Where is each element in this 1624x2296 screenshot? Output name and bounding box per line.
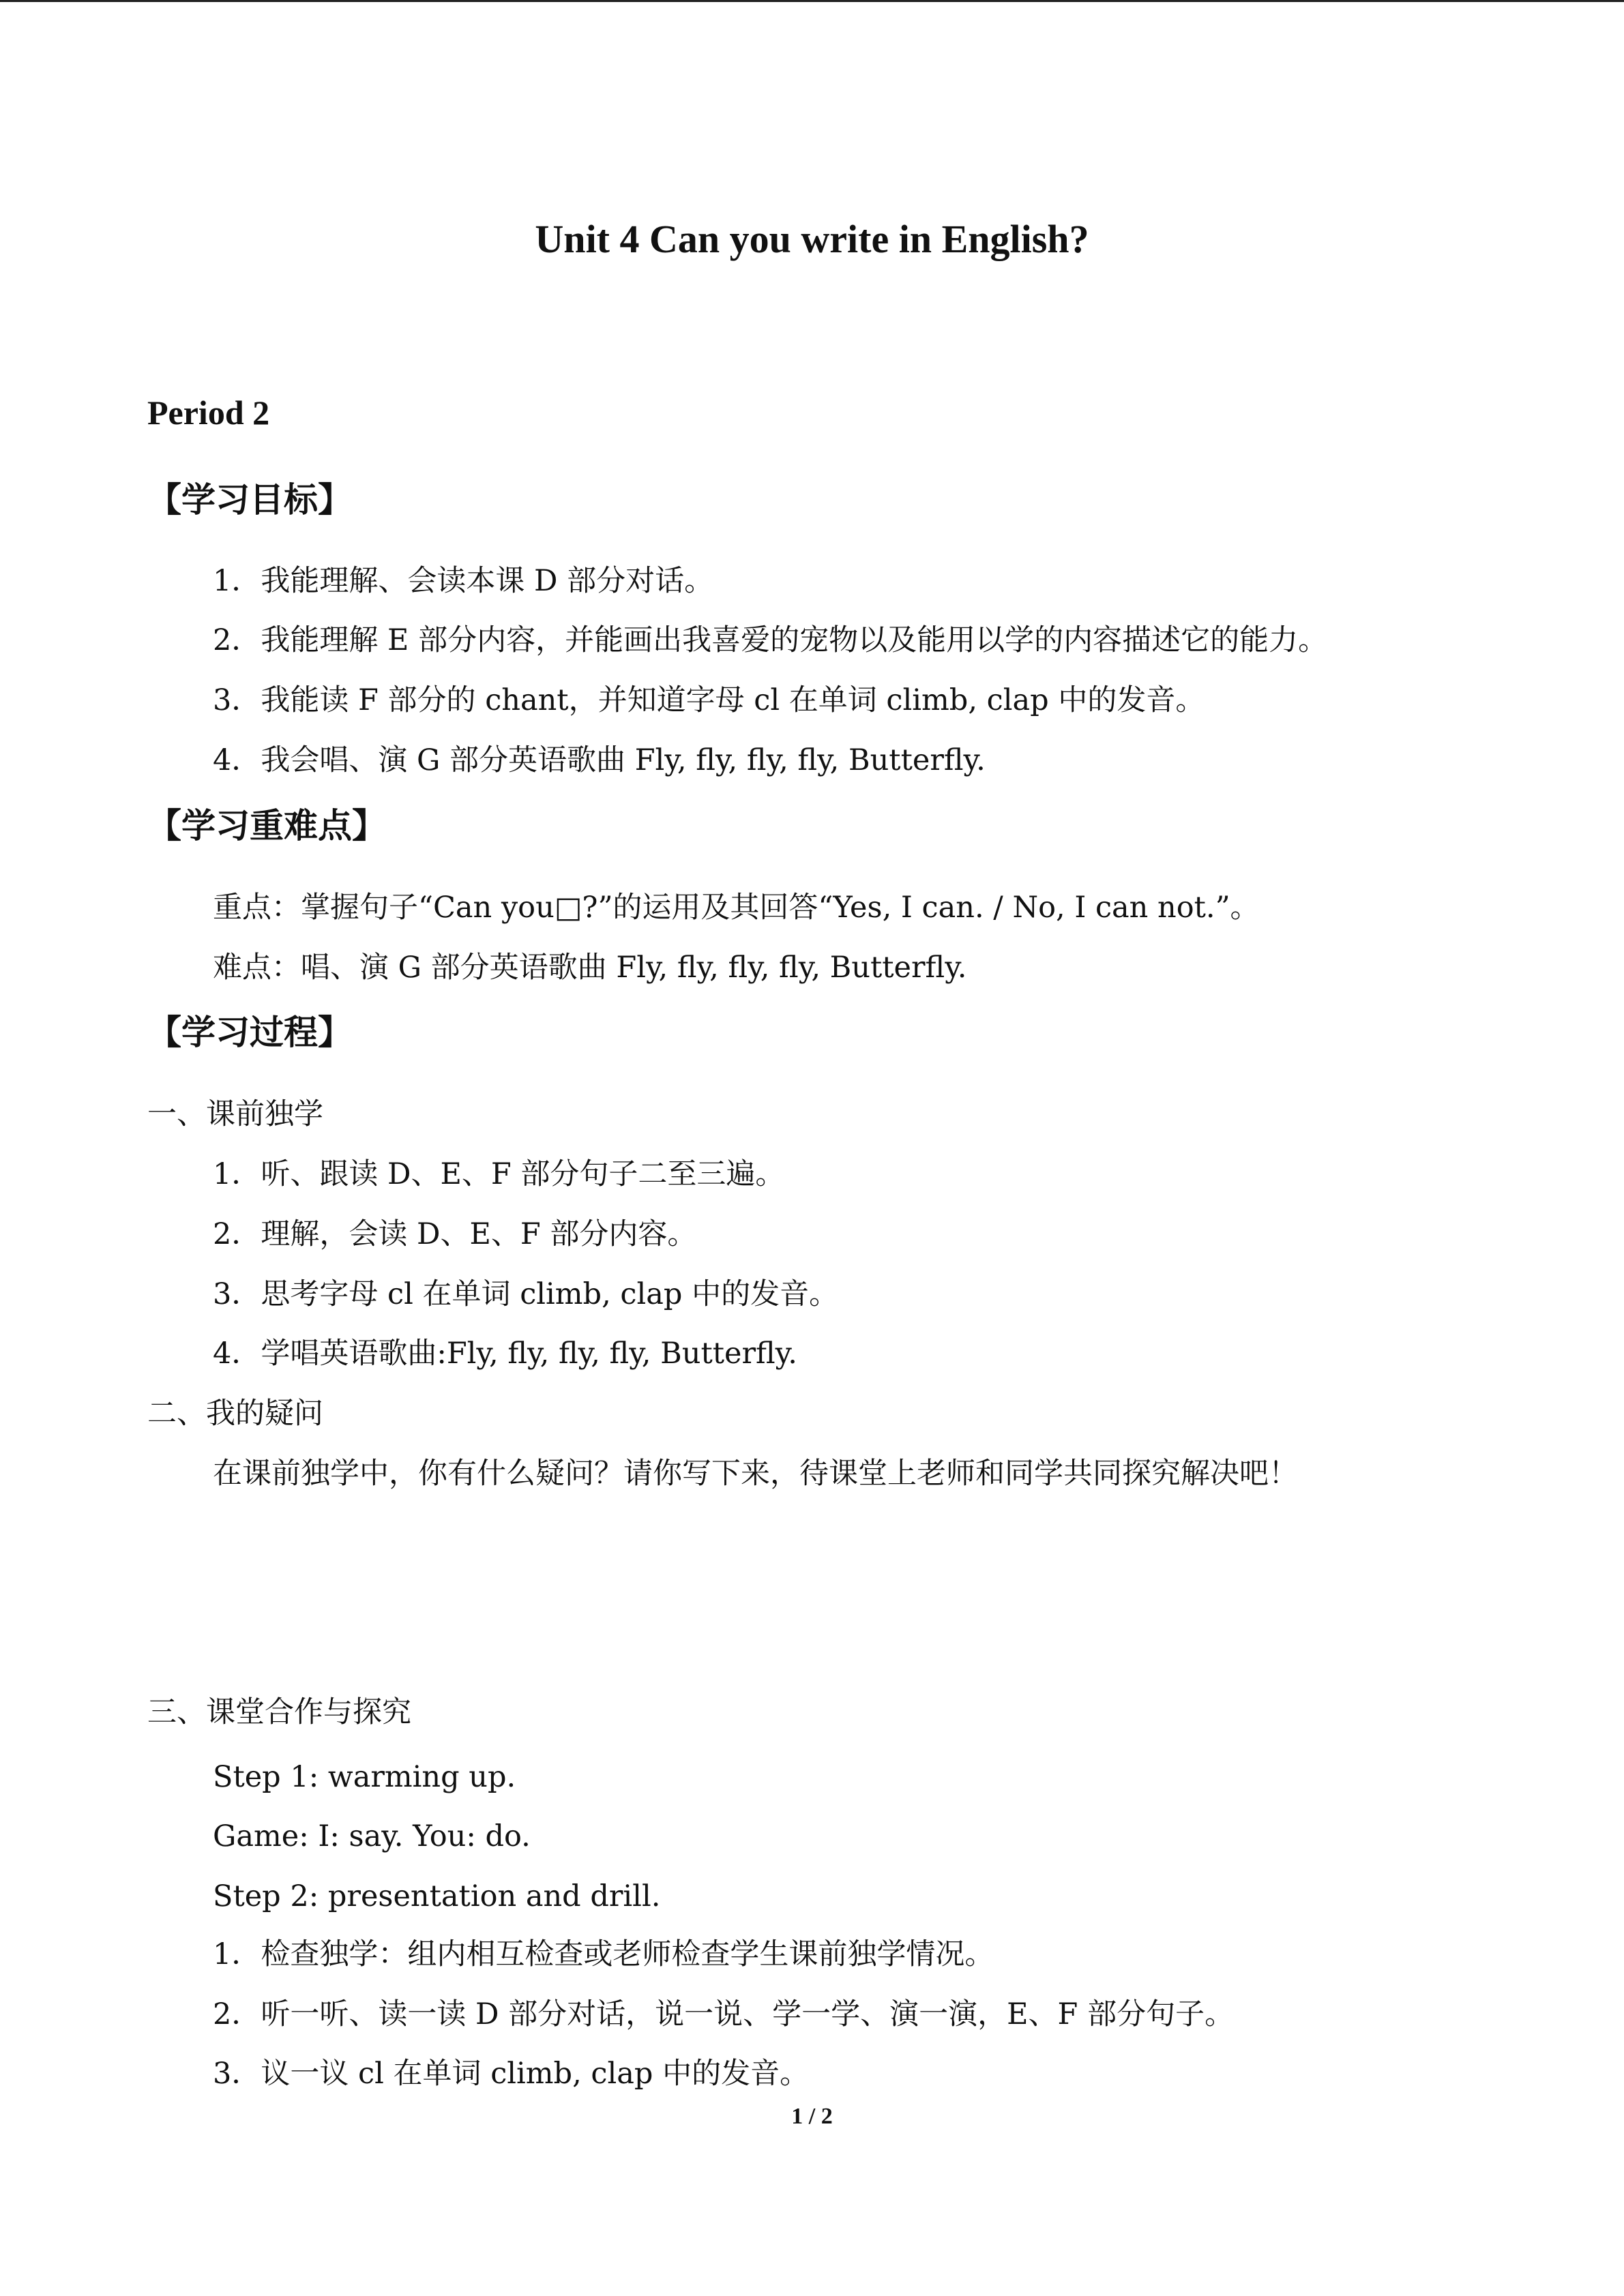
- period-heading: Period 2: [147, 393, 270, 432]
- step-line: Game: I: say. You: do.: [213, 1819, 531, 1853]
- section-title: 三、课堂合作与探究: [147, 1695, 411, 1729]
- document-title: Unit 4 Can you write in English?: [535, 217, 1089, 261]
- objective-item: 1．我能理解、会读本课 D 部分对话。: [213, 564, 714, 598]
- process-heading: 【学习过程】: [147, 1013, 352, 1052]
- objective-item: 4．我会唱、演 G 部分英语歌曲 Fly, fly, fly, fly, Butterfly.: [213, 743, 986, 777]
- objectives-heading: 【学习目标】: [147, 480, 352, 520]
- list-item: 4．学唱英语歌曲:Fly, fly, fly, fly, Butterfly.: [213, 1337, 797, 1371]
- step-line: Step 2: presentation and drill.: [213, 1879, 661, 1913]
- page-number: 1 / 2: [791, 2104, 833, 2129]
- list-item: 3．议一议 cl 在单词 climb, clap 中的发音。: [213, 2057, 810, 2091]
- section-title: 一、课前独学: [147, 1097, 323, 1131]
- question-prompt: 在课前独学中，你有什么疑问？请你写下来，待课堂上老师和同学共同探究解决吧！: [213, 1457, 1298, 1491]
- objective-item: 3．我能读 F 部分的 chant，并知道字母 cl 在单词 climb, clap 中的发音。: [213, 683, 1205, 717]
- key-point-focus: 重点：掌握句子“Can you□?”的运用及其回答“Yes, I can. / No, I can not.”。: [213, 891, 1260, 925]
- section-title: 二、我的疑问: [147, 1397, 323, 1431]
- key-point-difficulty: 难点：唱、演 G 部分英语歌曲 Fly, fly, fly, fly, Butterfly.: [213, 951, 967, 985]
- top-border: [0, 0, 1624, 2]
- list-item: 1．检查独学：组内相互检查或老师检查学生课前独学情况。: [213, 1937, 994, 1971]
- list-item: 1．听、跟读 D、E、F 部分句子二至三遍。: [213, 1157, 785, 1191]
- step-line: Step 1: warming up.: [213, 1760, 516, 1794]
- key-points-heading: 【学习重难点】: [147, 806, 386, 846]
- list-item: 2．听一听、读一读 D 部分对话，说一说、学一学、演一演，E、F 部分句子。: [213, 1997, 1235, 2031]
- list-item: 3．思考字母 cl 在单词 climb, clap 中的发音。: [213, 1277, 839, 1311]
- objective-item: 2．我能理解 E 部分内容，并能画出我喜爱的宠物以及能用以学的内容描述它的能力。: [213, 623, 1328, 657]
- list-item: 2．理解，会读 D、E、F 部分内容。: [213, 1217, 697, 1251]
